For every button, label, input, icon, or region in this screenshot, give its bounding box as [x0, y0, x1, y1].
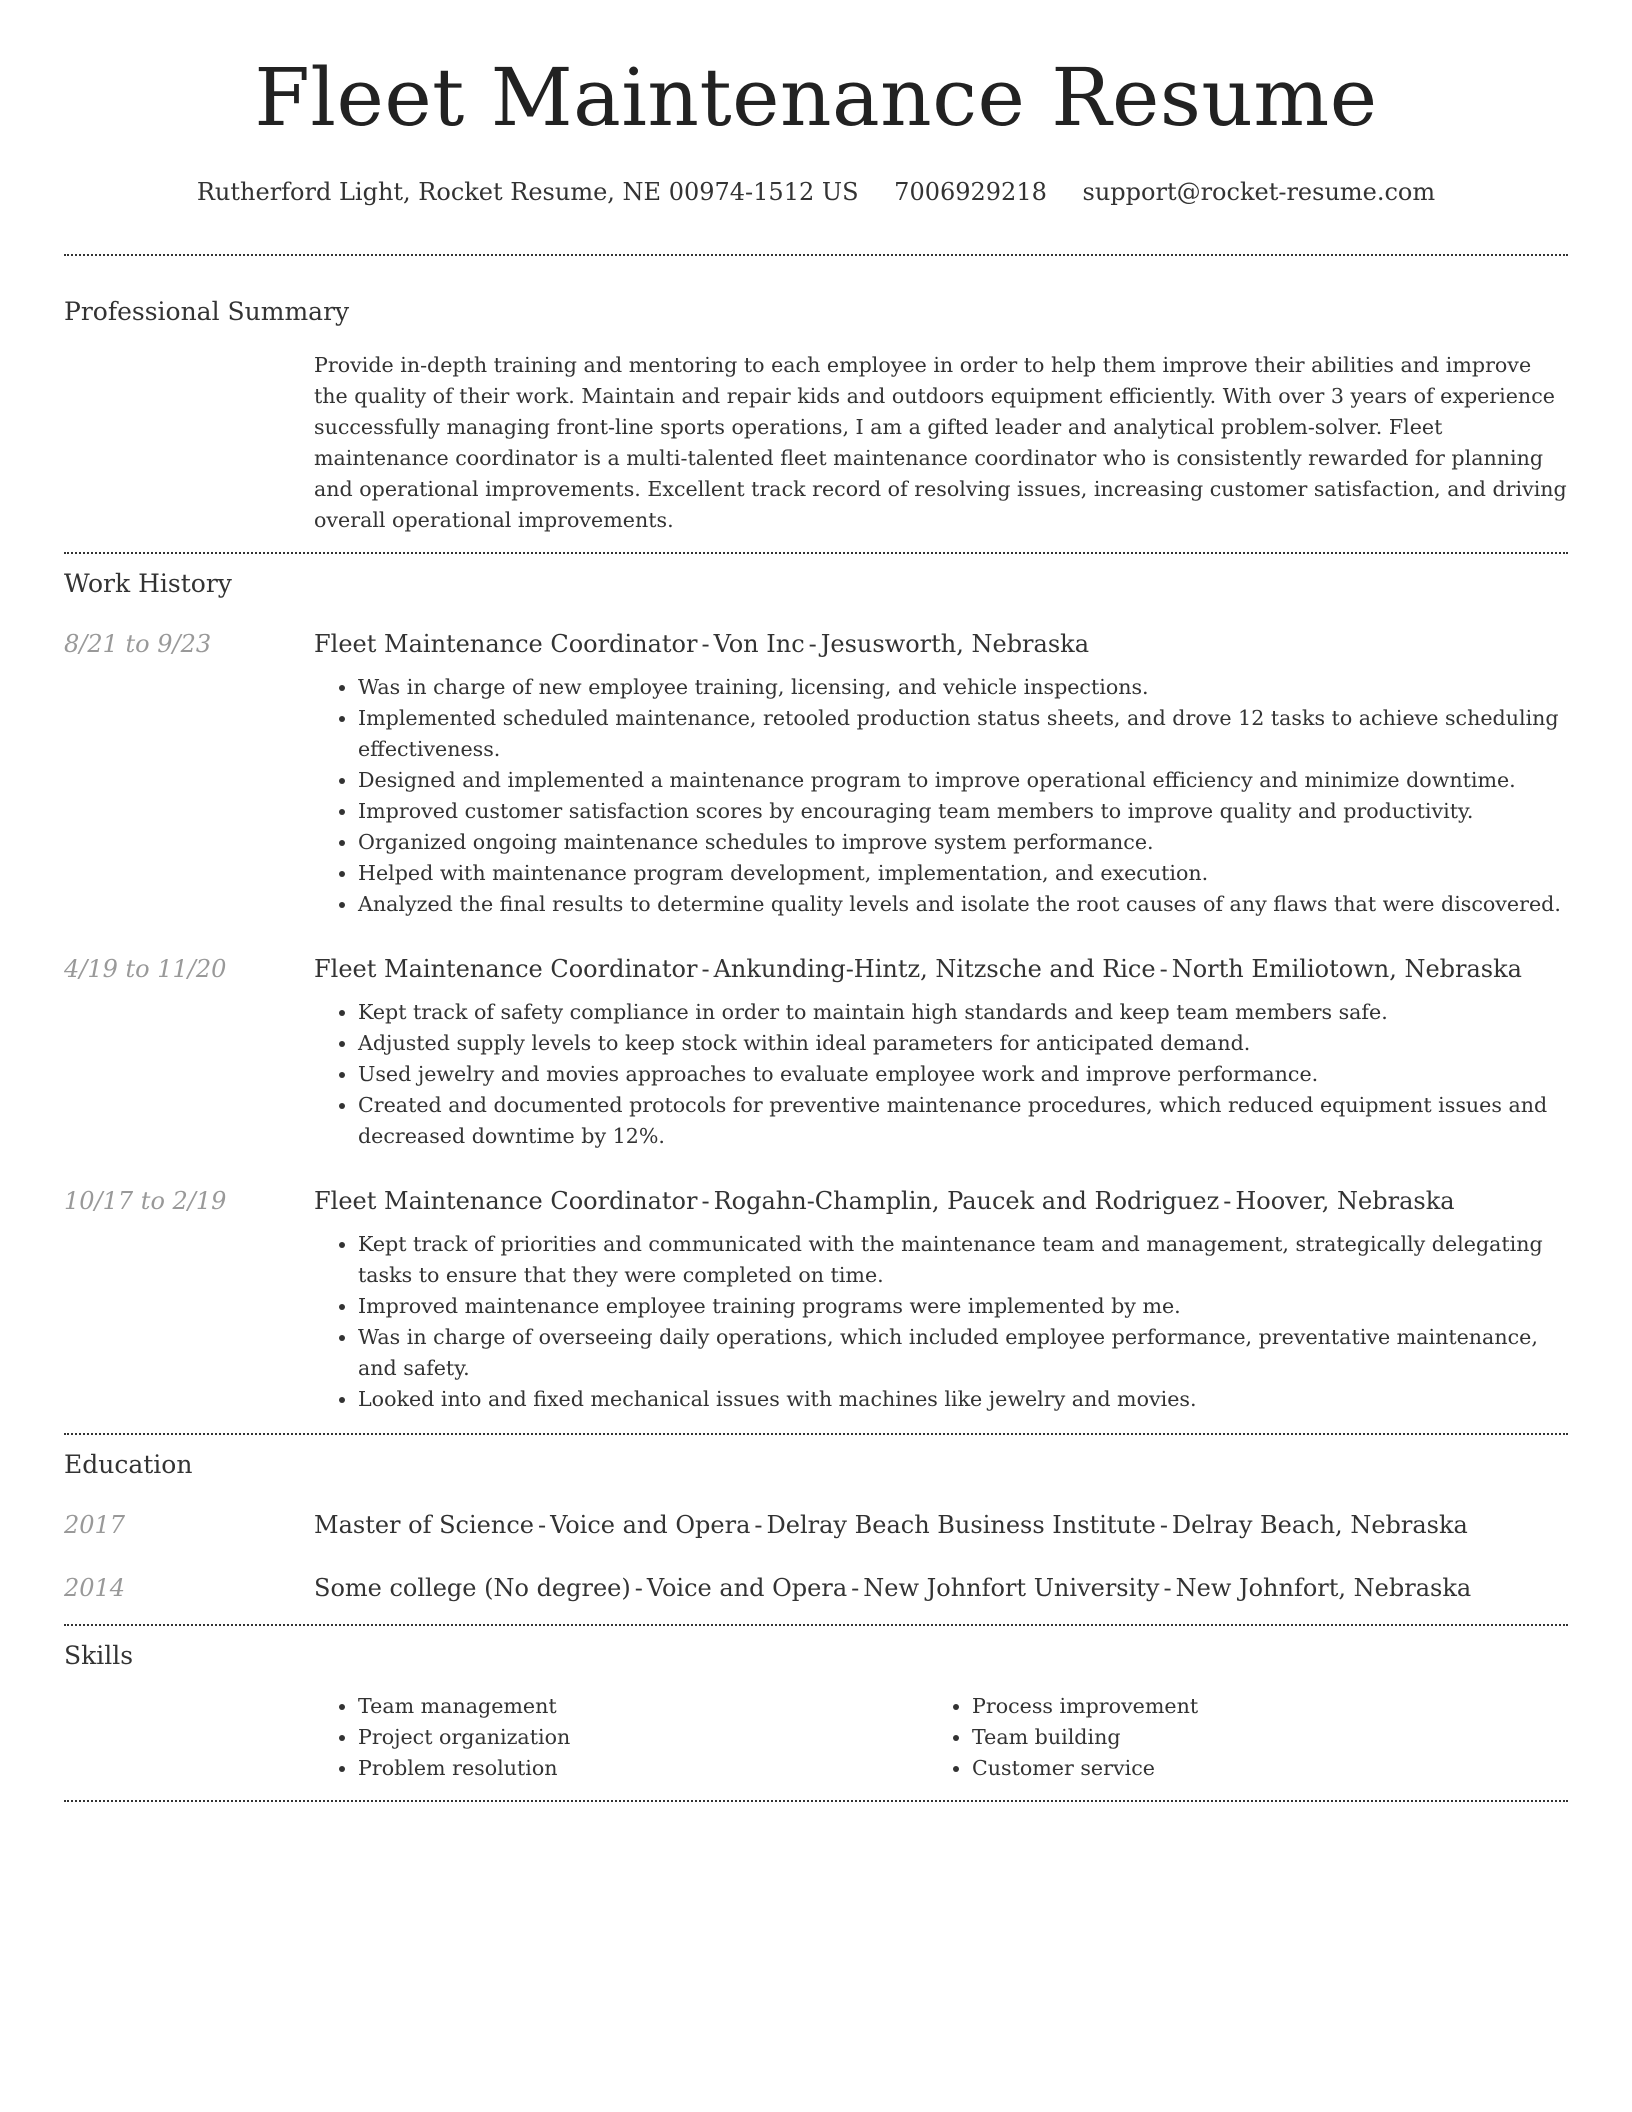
- skills-column-left: [314, 1691, 928, 1784]
- job-location: Jesusworth, Nebraska: [820, 629, 1090, 658]
- job-dates: 10/17 to 2/19: [64, 1186, 227, 1215]
- skill-item: • Customer service: [972, 1753, 1542, 1784]
- job-separator: -: [701, 954, 710, 983]
- job-company: Von Inc: [713, 629, 805, 658]
- job-bullet: • Helped with maintenance program development, implementation, and execution.: [358, 858, 1568, 889]
- education-separator: -: [1163, 1573, 1172, 1602]
- job-heading: [314, 954, 1568, 985]
- job-heading: [314, 629, 1568, 660]
- job-bullet: • Implemented scheduled maintenance, retooled production status sheets, and drove 12 tasks to achieve scheduling effectiveness.: [358, 703, 1568, 765]
- summary-heading: Professional Summary: [64, 296, 350, 326]
- summary-text: Provide in-depth training and mentoring to each employee in order to help them improve their abilities and improve the quality of their work. Maintain and repair kids and outdoors equipment efficiently. With over 3 years of experience successfully managing front-line sports operations, I am a gifted leader and analytical problem-solver. Fleet maintenance coordinator is a multi-talented fleet maintenance coordinator who is consistently rewarded for planning and operational improvements. Excellent track record of resolving issues, increasing customer satisfaction, and driving overall operational improvements.: [314, 353, 1567, 533]
- job-heading: [314, 1186, 1568, 1217]
- job-bullet: • Analyzed the final results to determine quality levels and isolate the root causes of any flaws that were discovered.: [358, 889, 1568, 920]
- job-bullet: • Was in charge of overseeing daily operations, which included employee performance, preventative maintenance, and safety.: [358, 1322, 1568, 1384]
- job-location: Hoover, Nebraska: [1235, 1186, 1455, 1215]
- job-separator: -: [1223, 1186, 1232, 1215]
- contact-email: support@rocket-resume.com: [1082, 178, 1436, 206]
- job-bullet: • Organized ongoing maintenance schedules to improve system performance.: [358, 827, 1568, 858]
- education-entry: [64, 1573, 1568, 1604]
- contact-phone: 7006929218: [894, 178, 1047, 206]
- contact-line: [64, 176, 1568, 210]
- education-separator: -: [537, 1510, 547, 1539]
- education-degree: Some college (No degree): [314, 1573, 631, 1602]
- work-history-heading: Work History: [64, 569, 232, 599]
- skills-column-right: [928, 1691, 1542, 1784]
- job-company: Rogahn-Champlin, Paucek and Rodriguez: [713, 1186, 1220, 1215]
- job-company: Ankunding-Hintz, Nitzsche and Rice: [713, 954, 1156, 983]
- skill-item: • Team building: [972, 1722, 1542, 1753]
- job-separator: -: [701, 629, 710, 658]
- job-bullet: • Created and documented protocols for preventive maintenance procedures, which reduced equipment issues and decreased downtime by 12%.: [358, 1090, 1568, 1152]
- skill-item: • Process improvement: [972, 1691, 1542, 1722]
- contact-address: Rutherford Light, Rocket Resume, NE 00974-1512 US: [196, 178, 859, 206]
- education-school: Delray Beach Business Institute: [766, 1510, 1156, 1539]
- job-header: [64, 954, 1568, 985]
- job-entry: [64, 629, 1568, 920]
- job-bullets: [314, 672, 1568, 920]
- job-bullet: • Kept track of safety compliance in order to maintain high standards and keep team members safe.: [358, 997, 1568, 1028]
- job-header: [64, 629, 1568, 660]
- job-title: Fleet Maintenance Coordinator: [314, 1186, 698, 1215]
- education-separator: -: [1159, 1510, 1168, 1539]
- education-degree: Master of Science: [314, 1510, 534, 1539]
- job-bullet: • Was in charge of new employee training, licensing, and vehicle inspections.: [358, 672, 1568, 703]
- job-dates: 4/19 to 11/20: [64, 954, 227, 983]
- education-year: 2014: [64, 1573, 126, 1602]
- resume-title: Fleet Maintenance Resume: [254, 51, 1378, 144]
- education-field: Voice and Opera: [646, 1573, 848, 1602]
- skill-item: • Project organization: [358, 1722, 928, 1753]
- job-bullet: • Looked into and fixed mechanical issues with machines like jewelry and movies.: [358, 1384, 1568, 1415]
- job-separator: -: [808, 629, 817, 658]
- education-heading-line: [314, 1510, 1568, 1541]
- job-bullet: • Kept track of priorities and communicated with the maintenance team and management, strategically delegating tasks to ensure that they were completed on time.: [358, 1229, 1568, 1291]
- job-bullet: • Adjusted supply levels to keep stock within ideal parameters for anticipated demand.: [358, 1028, 1568, 1059]
- education-location: New Johnfort, Nebraska: [1175, 1573, 1472, 1602]
- job-separator: -: [1159, 954, 1168, 983]
- skills-section: [64, 1626, 1568, 1800]
- job-bullet: • Designed and implemented a maintenance program to improve operational efficiency and minimize downtime.: [358, 765, 1568, 796]
- job-bullet: • Improved maintenance employee training programs were implemented by me.: [358, 1291, 1568, 1322]
- education-entry: [64, 1510, 1568, 1541]
- education-year: 2017: [64, 1510, 126, 1539]
- job-bullet: • Used jewelry and movies approaches to evaluate employee work and improve performance.: [358, 1059, 1568, 1090]
- job-separator: -: [701, 1186, 710, 1215]
- education-separator: -: [754, 1510, 763, 1539]
- job-location: North Emiliotown, Nebraska: [1171, 954, 1522, 983]
- job-header: [64, 1186, 1568, 1217]
- job-title: Fleet Maintenance Coordinator: [314, 629, 698, 658]
- job-bullet: • Improved customer satisfaction scores by encouraging team members to improve quality and productivity.: [358, 796, 1568, 827]
- job-entry: [64, 954, 1568, 1152]
- job-bullets: [314, 1229, 1568, 1415]
- education-location: Delray Beach, Nebraska: [1171, 1510, 1468, 1539]
- skill-item: • Problem resolution: [358, 1753, 928, 1784]
- job-bullets: [314, 997, 1568, 1152]
- skills-columns: [314, 1691, 1568, 1800]
- education-heading: Education: [64, 1450, 193, 1480]
- job-entry: [64, 1186, 1568, 1415]
- education-separator: -: [634, 1573, 643, 1602]
- work-history-section: [64, 554, 1568, 1433]
- education-school: New Johnfort University: [863, 1573, 1160, 1602]
- education-section: [64, 1435, 1568, 1624]
- job-dates: 8/21 to 9/23: [64, 629, 212, 658]
- skills-heading: Skills: [64, 1641, 134, 1671]
- summary-section: [64, 256, 1568, 553]
- divider: [64, 1800, 1568, 1802]
- job-title: Fleet Maintenance Coordinator: [314, 954, 698, 983]
- education-separator: -: [851, 1573, 860, 1602]
- skill-item: • Team management: [358, 1691, 928, 1722]
- education-heading-line: [314, 1573, 1568, 1604]
- education-field: Voice and Opera: [550, 1510, 751, 1539]
